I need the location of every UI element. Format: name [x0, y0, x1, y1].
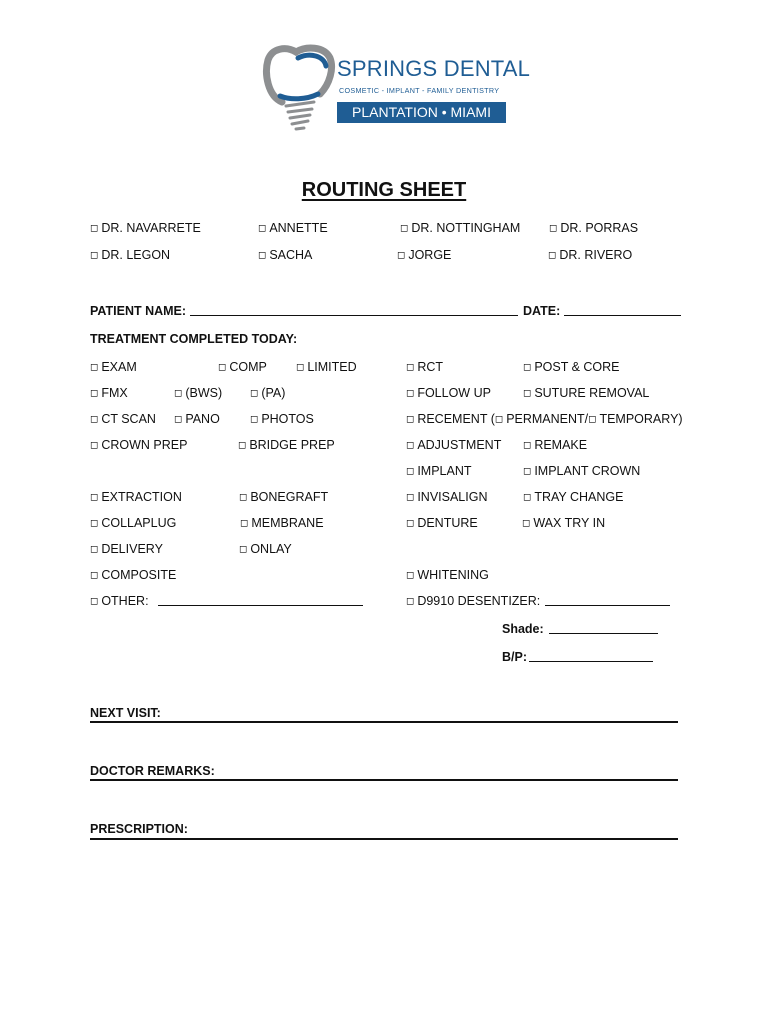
checkbox-exam[interactable]: ◻ EXAM	[90, 360, 137, 374]
checkbox-follow-up[interactable]: ◻ FOLLOW UP	[406, 386, 491, 400]
treatment-completed-heading: TREATMENT COMPLETED TODAY:	[90, 332, 298, 346]
staff-checkbox-annette[interactable]: ◻ ANNETTE	[258, 221, 328, 235]
bp-line[interactable]	[529, 651, 653, 662]
checkbox-denture[interactable]: ◻ DENTURE	[406, 516, 478, 530]
checkbox-fmx[interactable]: ◻ FMX	[90, 386, 128, 400]
staff-checkbox-jorge[interactable]: ◻ JORGE	[397, 248, 452, 262]
checkbox-whitening[interactable]: ◻ WHITENING	[406, 568, 489, 582]
bp-field[interactable]	[502, 650, 653, 664]
doctor-remarks-line[interactable]	[90, 779, 678, 781]
checkbox-implant[interactable]: ◻ IMPLANT	[406, 464, 472, 478]
patient-name-label: PATIENT NAME:	[90, 304, 187, 318]
patient-name-field[interactable]	[90, 304, 681, 318]
patient-name-line[interactable]	[190, 305, 518, 316]
checkbox-pano[interactable]: ◻ PANO	[174, 412, 220, 426]
checkbox-rct[interactable]: ◻ RCT	[406, 360, 444, 374]
checkbox-limited[interactable]: ◻ LIMITED	[296, 360, 357, 374]
next-visit-line[interactable]	[90, 721, 678, 723]
staff-checkbox-dr-porras[interactable]: ◻ DR. PORRAS	[549, 221, 639, 235]
checkbox-permanent[interactable]: ◻ PERMANENT/	[494, 412, 589, 426]
checkbox-post-core[interactable]: ◻ POST & CORE	[523, 360, 620, 374]
checkbox-remake[interactable]: ◻ REMAKE	[523, 438, 588, 452]
checkbox-collaplug[interactable]: ◻ COLLAPLUG	[90, 516, 177, 530]
checkbox-other[interactable]: ◻ OTHER:	[90, 594, 363, 609]
next-visit-label: NEXT VISIT:	[90, 706, 161, 720]
tooth-implant-icon	[262, 44, 336, 132]
doctor-remarks-label: DOCTOR REMARKS:	[90, 764, 215, 778]
brand-locations	[337, 102, 506, 123]
checkbox-extraction[interactable]: ◻ EXTRACTION	[90, 490, 182, 504]
checkbox-d9910-desentizer[interactable]: ◻ D9910 DESENTIZER:	[406, 594, 670, 609]
staff-checkbox-dr-rivero[interactable]: ◻ DR. RIVERO	[548, 248, 633, 262]
checkbox-crown-prep[interactable]: ◻ CROWN PREP	[90, 438, 188, 452]
brand-name: SPRINGS DENTAL	[337, 56, 531, 81]
prescription-label: PRESCRIPTION:	[90, 822, 188, 836]
checkbox-adjustment[interactable]: ◻ ADJUSTMENT	[406, 438, 502, 452]
page-title: ROUTING SHEET	[301, 179, 467, 201]
checkbox-bridge-prep[interactable]: ◻ BRIDGE PREP	[238, 438, 335, 452]
other-line[interactable]	[158, 595, 363, 606]
checkbox-photos[interactable]: ◻ PHOTOS	[250, 412, 314, 426]
brand-tagline: COSMETIC - IMPLANT - FAMILY DENTISTRY	[339, 86, 500, 95]
checkbox-composite[interactable]: ◻ COMPOSITE	[90, 568, 177, 582]
recement-group	[406, 412, 683, 427]
checkbox-ct-scan[interactable]: ◻ CT SCAN	[90, 412, 156, 426]
shade-line[interactable]	[549, 623, 658, 634]
checkbox-recement[interactable]: ◻ RECEMENT (	[406, 412, 495, 426]
checkbox-bws[interactable]: ◻ (BWS)	[174, 386, 223, 400]
checkbox-implant-crown[interactable]: ◻ IMPLANT CROWN	[523, 464, 641, 478]
checkbox-onlay[interactable]: ◻ ONLAY	[239, 542, 292, 556]
prescription-line[interactable]	[90, 838, 678, 840]
checkbox-comp[interactable]: ◻ COMP	[218, 360, 267, 374]
staff-checkbox-dr-navarrete[interactable]: ◻ DR. NAVARRETE	[90, 221, 201, 235]
checkbox-pa[interactable]: ◻ (PA)	[250, 386, 286, 400]
checkbox-wax-try-in[interactable]: ◻ WAX TRY IN	[522, 516, 606, 530]
locations-text: PLANTATION • MIAMI	[352, 104, 491, 120]
staff-checkbox-dr-legon[interactable]: ◻ DR. LEGON	[90, 248, 171, 262]
staff-checkbox-dr-nottingham[interactable]: ◻ DR. NOTTINGHAM	[400, 221, 521, 235]
shade-field[interactable]	[502, 622, 658, 636]
checkbox-suture-removal[interactable]: ◻ SUTURE REMOVAL	[523, 386, 650, 400]
d9910-line[interactable]	[545, 595, 670, 606]
bp-label: B/P:	[502, 650, 527, 664]
checkbox-temporary[interactable]: ◻ TEMPORARY)	[588, 412, 683, 426]
staff-checkbox-sacha[interactable]: ◻ SACHA	[258, 248, 313, 262]
shade-label: Shade:	[502, 622, 544, 636]
checkbox-membrane[interactable]: ◻ MEMBRANE	[240, 516, 324, 530]
checkbox-delivery[interactable]: ◻ DELIVERY	[90, 542, 163, 556]
checkbox-bonegraft[interactable]: ◻ BONEGRAFT	[239, 490, 329, 504]
checkbox-tray-change[interactable]: ◻ TRAY CHANGE	[523, 490, 624, 504]
date-label: DATE:	[523, 304, 561, 318]
date-line[interactable]	[564, 305, 681, 316]
checkbox-invisalign[interactable]: ◻ INVISALIGN	[406, 490, 488, 504]
